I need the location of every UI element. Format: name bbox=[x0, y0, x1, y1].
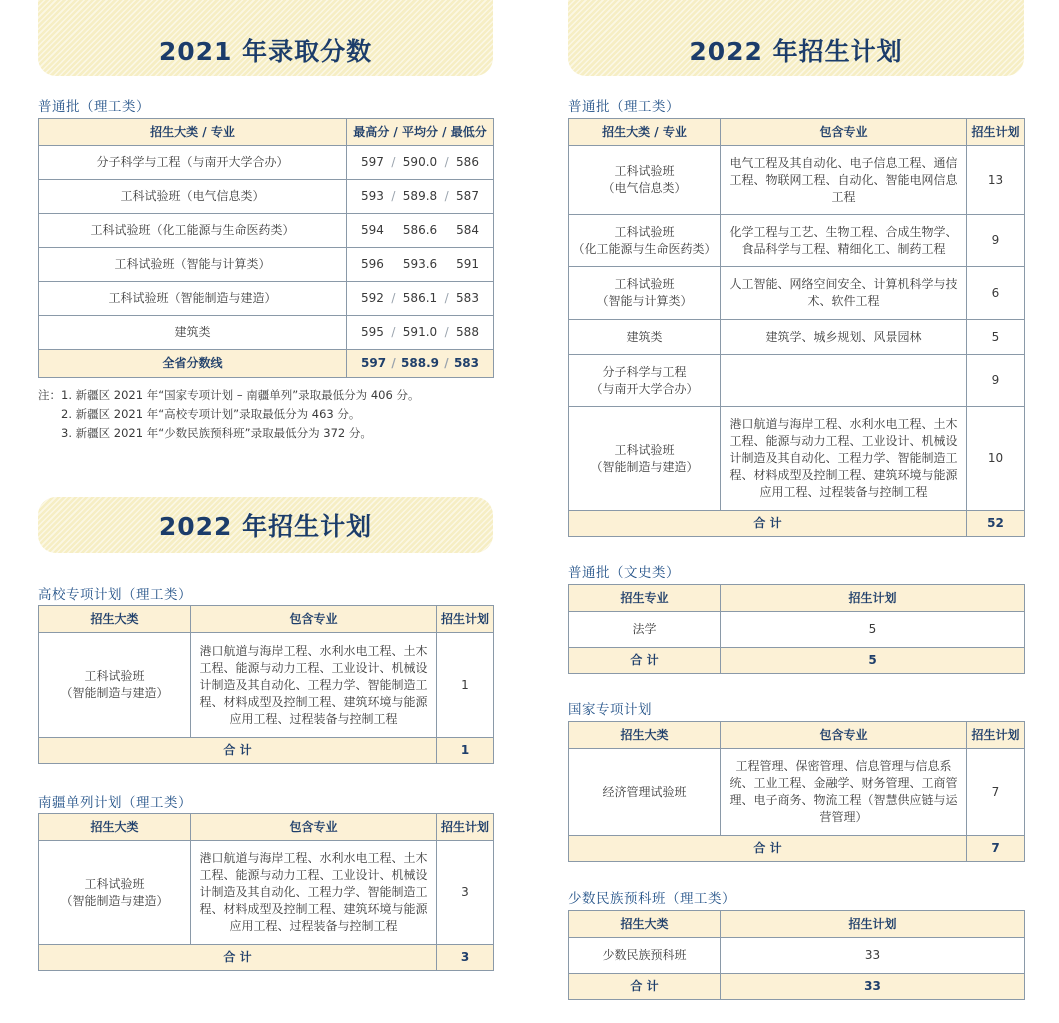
section-title-putong-wenshi: 普通批（文史类） bbox=[568, 565, 680, 581]
avg-score: 586.1 bbox=[402, 291, 438, 305]
plan-count: 33 bbox=[721, 938, 1025, 974]
plan-count: 7 bbox=[967, 749, 1025, 836]
max-score: 597 bbox=[361, 356, 387, 370]
header-category: 招生大类 bbox=[39, 606, 191, 633]
banner-2022-plan bbox=[38, 497, 493, 553]
included-majors: 化学工程与工艺、生物工程、合成生物学、食品科学与工程、精细化工、制药工程 bbox=[721, 215, 967, 267]
header-category: 招生大类 bbox=[569, 911, 721, 938]
plan-count: 3 bbox=[437, 841, 494, 945]
header-plan: 招生计划 bbox=[721, 585, 1025, 612]
header-majors: 包含专业 bbox=[191, 606, 437, 633]
plan-count: 6 bbox=[967, 267, 1025, 320]
max-score: 596 bbox=[361, 257, 384, 271]
table-row bbox=[569, 749, 1025, 836]
putong-wenshi-table bbox=[568, 584, 1025, 674]
separator: / bbox=[391, 155, 396, 169]
plan-count: 10 bbox=[967, 407, 1025, 511]
avg-score: 588.9 bbox=[401, 356, 439, 370]
total-value: 1 bbox=[437, 738, 494, 764]
nanjiang-table bbox=[38, 813, 494, 971]
note-1: 注：1. 新疆区 2021 年“国家专项计划 – 南疆单列”录取最低分为 406 分。 bbox=[38, 388, 420, 402]
table-row bbox=[569, 938, 1025, 974]
min-score: 583 bbox=[453, 356, 479, 370]
header-category: 招生大类 bbox=[569, 722, 721, 749]
total-row bbox=[39, 945, 494, 971]
total-label: 全省分数线 bbox=[39, 350, 347, 378]
max-score: 593 bbox=[361, 189, 384, 203]
total-value: 7 bbox=[967, 836, 1025, 862]
total-value: 33 bbox=[721, 974, 1025, 1000]
banner-title: 2021 年录取分数 bbox=[158, 37, 373, 66]
gaoxiao-table bbox=[38, 605, 494, 764]
category-line2: （智能制造与建造） bbox=[590, 459, 699, 474]
section-title-guojia: 国家专项计划 bbox=[568, 702, 652, 718]
section-title-minzu: 少数民族预科班（理工类） bbox=[568, 891, 736, 907]
avg-score: 586.6 bbox=[402, 223, 438, 237]
table-row bbox=[39, 146, 494, 180]
header-scores: 最高分 / 平均分 / 最低分 bbox=[347, 119, 494, 146]
header-majors: 包含专业 bbox=[721, 722, 967, 749]
category-line2: （电气信息类） bbox=[602, 181, 687, 195]
table-row bbox=[39, 282, 494, 316]
included-majors: 工程管理、保密管理、信息管理与信息系统、工业工程、金融学、财务管理、工商管理、电子商务、物流工程（智慧供应链与运营管理） bbox=[721, 749, 967, 836]
total-row bbox=[569, 836, 1025, 862]
included-majors: 人工智能、网络空间安全、计算机科学与技术、软件工程 bbox=[721, 267, 967, 320]
total-value: 52 bbox=[967, 511, 1025, 537]
total-row bbox=[569, 648, 1025, 674]
included-majors: 港口航道与海岸工程、水利水电工程、土木工程、能源与动力工程、工业设计、机械设计制造及其自动化、工程力学、智能制造工程、材料成型及控制工程、建筑环境与能源应用工程、过程装备与控制工程 bbox=[191, 841, 437, 945]
separator: / bbox=[391, 291, 396, 305]
total-row bbox=[569, 511, 1025, 537]
major-name: 法学 bbox=[569, 612, 721, 648]
table-row bbox=[569, 407, 1025, 511]
banner-2022-plan bbox=[568, 0, 1024, 76]
note-2: 2. 新疆区 2021 年“高校专项计划”录取最低分为 463 分。 bbox=[61, 407, 361, 421]
plan-count: 1 bbox=[437, 633, 494, 738]
category-line1: 工科试验班 bbox=[614, 224, 675, 239]
major-name: 工科试验班（智能制造与建造） bbox=[39, 282, 347, 316]
category-line2: （与南开大学合办） bbox=[590, 381, 699, 396]
plan-count: 9 bbox=[967, 215, 1025, 267]
separator: / bbox=[444, 189, 449, 203]
section-title-gaoxiao: 高校专项计划（理工类） bbox=[38, 587, 192, 603]
header-plan: 招生计划 bbox=[437, 606, 494, 633]
included-majors: 港口航道与海岸工程、水利水电工程、土木工程、能源与动力工程、工业设计、机械设计制造及其自动化、工程力学、智能制造工程、材料成型及控制工程、建筑环境与能源应用工程、过程装备与控制工程 bbox=[191, 633, 437, 738]
banner-title: 2022 年招生计划 bbox=[158, 512, 373, 541]
putong-ligong-table bbox=[568, 118, 1025, 537]
guojia-table bbox=[568, 721, 1025, 862]
category-line1: 分子科学与工程 bbox=[602, 364, 687, 379]
section-title-scores: 普通批（理工类） bbox=[38, 99, 150, 115]
table-row bbox=[39, 248, 494, 282]
separator: / bbox=[391, 356, 396, 370]
category-line2: （智能制造与建造） bbox=[60, 893, 169, 908]
category-name: 经济管理试验班 bbox=[569, 749, 721, 836]
notes bbox=[38, 386, 419, 443]
total-label: 合 计 bbox=[39, 945, 437, 971]
major-name: 工科试验班（电气信息类） bbox=[39, 180, 347, 214]
header-majors: 包含专业 bbox=[191, 814, 437, 841]
separator: / bbox=[444, 325, 449, 339]
plan-count: 5 bbox=[967, 320, 1025, 355]
min-score: 586 bbox=[456, 155, 479, 169]
category-line1: 工科试验班 bbox=[84, 669, 145, 683]
total-row bbox=[39, 350, 494, 378]
separator: / bbox=[391, 189, 396, 203]
category-name: 少数民族预科班 bbox=[569, 938, 721, 974]
header-plan: 招生计划 bbox=[967, 119, 1025, 146]
total-label: 合 计 bbox=[39, 738, 437, 764]
included-majors: 港口航道与海岸工程、水利水电工程、土木工程、能源与动力工程、工业设计、机械设计制造及其自动化、工程力学、智能制造工程、材料成型及控制工程、建筑环境与能源应用工程、过程装备与控制工程 bbox=[721, 407, 967, 511]
total-label: 合 计 bbox=[569, 836, 967, 862]
table-row bbox=[569, 612, 1025, 648]
scores-table bbox=[38, 118, 494, 378]
header-category: 招生大类 / 专业 bbox=[39, 119, 347, 146]
avg-score: 589.8 bbox=[402, 189, 438, 203]
max-score: 594 bbox=[361, 223, 384, 237]
category-line2: （智能制造与建造） bbox=[60, 686, 169, 700]
total-value: 3 bbox=[437, 945, 494, 971]
category-line1: 建筑类 bbox=[626, 329, 663, 344]
plan-count: 5 bbox=[721, 612, 1025, 648]
total-row bbox=[569, 974, 1025, 1000]
avg-score: 593.6 bbox=[402, 257, 438, 271]
section-title-nanjiang: 南疆单列计划（理工类） bbox=[38, 795, 192, 811]
banner-title: 2022 年招生计划 bbox=[689, 37, 903, 66]
major-name: 分子科学与工程（与南开大学合办） bbox=[39, 146, 347, 180]
separator: / bbox=[444, 155, 449, 169]
total-row bbox=[39, 738, 494, 764]
table-row bbox=[569, 320, 1025, 355]
minzu-table bbox=[568, 910, 1025, 1000]
table-row bbox=[39, 633, 494, 738]
header-majors: 包含专业 bbox=[721, 119, 967, 146]
separator: / bbox=[444, 291, 449, 305]
min-score: 583 bbox=[456, 291, 479, 305]
category-line1: 工科试验班 bbox=[614, 277, 675, 291]
banner-2021-scores bbox=[38, 0, 493, 76]
included-majors bbox=[721, 355, 967, 407]
header-major: 招生专业 bbox=[569, 585, 721, 612]
header-plan: 招生计划 bbox=[967, 722, 1025, 749]
category-line1: 工科试验班 bbox=[84, 876, 145, 891]
total-label: 合 计 bbox=[569, 511, 967, 537]
table-row bbox=[39, 214, 494, 248]
section-title-putong-ligong: 普通批（理工类） bbox=[568, 99, 680, 115]
category-line1: 工科试验班 bbox=[614, 164, 675, 178]
min-score: 587 bbox=[456, 189, 479, 203]
table-row bbox=[569, 215, 1025, 267]
total-value: 5 bbox=[721, 648, 1025, 674]
category-line1: 工科试验班 bbox=[614, 442, 675, 457]
total-label: 合 计 bbox=[569, 974, 721, 1000]
major-name: 工科试验班（智能与计算类） bbox=[39, 248, 347, 282]
total-label: 合 计 bbox=[569, 648, 721, 674]
separator: / bbox=[391, 325, 396, 339]
major-name: 建筑类 bbox=[39, 316, 347, 350]
table-row bbox=[569, 146, 1025, 215]
min-score: 588 bbox=[456, 325, 479, 339]
major-name: 工科试验班（化工能源与生命医药类） bbox=[39, 214, 347, 248]
category-line2: （智能与计算类） bbox=[596, 294, 693, 308]
avg-score: 591.0 bbox=[402, 325, 438, 339]
note-3: 3. 新疆区 2021 年“少数民族预科班”录取最低分为 372 分。 bbox=[61, 426, 372, 440]
table-row bbox=[39, 180, 494, 214]
max-score: 592 bbox=[361, 291, 384, 305]
category-line2: （化工能源与生命医药类） bbox=[572, 241, 717, 256]
min-score: 591 bbox=[456, 257, 479, 271]
avg-score: 590.0 bbox=[402, 155, 438, 169]
max-score: 595 bbox=[361, 325, 384, 339]
included-majors: 建筑学、城乡规划、风景园林 bbox=[721, 320, 967, 355]
table-row bbox=[569, 267, 1025, 320]
min-score: 584 bbox=[456, 223, 479, 237]
max-score: 597 bbox=[361, 155, 384, 169]
included-majors: 电气工程及其自动化、电子信息工程、通信工程、物联网工程、自动化、智能电网信息工程 bbox=[721, 146, 967, 215]
table-row bbox=[39, 316, 494, 350]
header-category: 招生大类 bbox=[39, 814, 191, 841]
plan-count: 13 bbox=[967, 146, 1025, 215]
table-row bbox=[569, 355, 1025, 407]
header-plan: 招生计划 bbox=[437, 814, 494, 841]
plan-count: 9 bbox=[967, 355, 1025, 407]
table-row bbox=[39, 841, 494, 945]
separator: / bbox=[444, 356, 449, 370]
header-category: 招生大类 / 专业 bbox=[569, 119, 721, 146]
header-plan: 招生计划 bbox=[721, 911, 1025, 938]
